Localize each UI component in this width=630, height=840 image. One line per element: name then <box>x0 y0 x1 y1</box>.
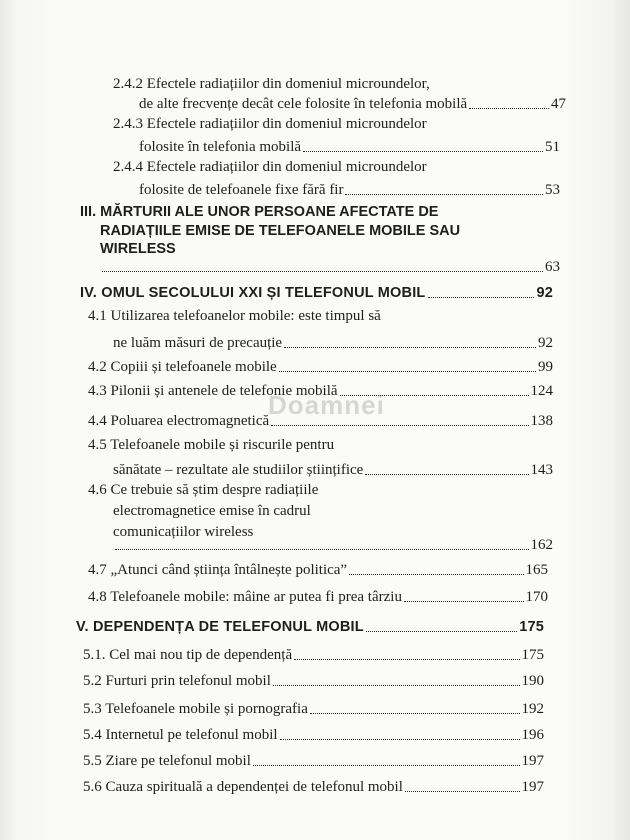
page-number: 143 <box>530 462 553 478</box>
toc-entry-label: 5.6 Cauza spirituală a dependenței de telefonul mobil <box>83 779 403 795</box>
chapter-4 <box>80 284 553 302</box>
toc-entry-4-6-line1: 4.6 Ce trebuie să știm despre radiațiile <box>88 482 319 498</box>
chapter-3-title-line3: WIRELESS <box>100 241 176 257</box>
leader-dots <box>469 107 549 109</box>
leader-dots <box>340 394 529 396</box>
toc-entry-label: 4.4 Poluarea electromagnetică <box>88 413 270 429</box>
toc-entry-2-4-2-line1: 2.4.2 Efectele radiațiilor din domeniul microundelor, <box>113 76 430 92</box>
leader-dots <box>273 684 520 686</box>
leader-dots <box>279 370 536 372</box>
toc-entry-label: folosite în telefonia mobilă <box>139 139 302 155</box>
toc-entry-4-5-line1: 4.5 Telefoanele mobile și riscurile pentru <box>88 437 335 453</box>
page-number: 175 <box>521 647 544 663</box>
toc-entry-4-1 <box>113 334 553 352</box>
toc-entry-label: ne luăm măsuri de precauție <box>113 335 283 351</box>
toc-entry-5-1 <box>83 646 544 664</box>
toc-entry-label: 4.7 „Atunci când știința întâlnește politica” <box>88 562 348 578</box>
page-number: 53 <box>545 182 560 198</box>
chapter-5 <box>76 618 544 636</box>
toc-entry-label: 5.1. Cel mai nou tip de dependență <box>83 647 293 663</box>
leader-dots <box>102 270 543 272</box>
page-number: 138 <box>530 413 553 429</box>
toc-entry-4-6-line3: comunicațiilor wireless <box>113 524 254 540</box>
page-number: 47 <box>551 96 566 112</box>
toc-entry-2-4-4-line1: 2.4.4 Efectele radiațiilor din domeniul microundelor <box>113 159 427 175</box>
toc-entry-2-4-2 <box>139 95 566 113</box>
page-number: 63 <box>545 259 560 275</box>
toc-entry-label: 5.4 Internetul pe telefonul mobil <box>83 727 278 743</box>
page-number: 196 <box>521 727 544 743</box>
leader-dots <box>345 193 543 195</box>
page-number: 170 <box>525 589 548 605</box>
watermark-logo: Doamnei <box>268 390 385 420</box>
page-number: 92 <box>538 335 553 351</box>
page-number: 197 <box>521 779 544 795</box>
toc-entry-5-2 <box>83 672 544 690</box>
toc-entry-label: 5.3 Telefoanele mobile și pornografia <box>83 701 308 717</box>
leader-dots <box>349 573 523 575</box>
toc-entry-4-1-line1: 4.1 Utilizarea telefoanelor mobile: este timpul să <box>88 308 381 324</box>
leader-dots <box>280 738 520 740</box>
chapter-3-title-line1: III. MĂRTURII ALE UNOR PERSOANE AFECTATE DE <box>80 204 439 220</box>
leader-dots <box>404 600 524 602</box>
toc-entry-4-5 <box>113 461 553 479</box>
toc-entry-4-7 <box>88 561 548 579</box>
toc-entry-4-6 <box>113 536 553 554</box>
toc-entry-4-2 <box>88 358 553 376</box>
page-number: 165 <box>525 562 548 578</box>
page-number: 190 <box>521 673 544 689</box>
toc-entry-2-4-3 <box>139 138 560 156</box>
leader-dots <box>115 548 529 550</box>
toc-entry-label: 5.5 Ziare pe telefonul mobil <box>83 753 251 769</box>
page-number: 99 <box>538 359 553 375</box>
leader-dots <box>284 346 536 348</box>
toc-entry-label: 4.8 Telefoanele mobile: mâine ar putea fi prea târziu <box>88 589 402 605</box>
leader-dots <box>366 630 517 632</box>
page-number: 92 <box>536 285 553 301</box>
toc-entry-4-3 <box>88 382 553 400</box>
toc-entry-label: folosite de telefoanele fixe fără fir <box>139 182 344 198</box>
page-number: 162 <box>530 537 553 553</box>
leader-dots <box>271 424 528 426</box>
page-number: 51 <box>545 139 560 155</box>
leader-dots <box>310 712 520 714</box>
leader-dots <box>405 790 520 792</box>
chapter-title: V. DEPENDENȚA DE TELEFONUL MOBIL <box>76 619 364 635</box>
toc-entry-5-4 <box>83 726 544 744</box>
leader-dots <box>294 658 519 660</box>
leader-dots <box>428 296 535 298</box>
toc-entry-label: 5.2 Furturi prin telefonul mobil <box>83 673 271 689</box>
leader-dots <box>303 150 543 152</box>
toc-entry-4-6-line2: electromagnetice emise în cadrul <box>113 503 311 519</box>
toc-entry-2-4-3-line1: 2.4.3 Efectele radiațiilor din domeniul microundelor <box>113 116 427 132</box>
toc-entry-5-3 <box>83 700 544 718</box>
page-number: 124 <box>530 383 553 399</box>
chapter-title: IV. OMUL SECOLULUI XXI ȘI TELEFONUL MOBIL <box>80 285 426 301</box>
leader-dots <box>253 764 520 766</box>
toc-entry-4-4 <box>88 412 553 430</box>
chapter-3-title-line2: RADIAȚIILE EMISE DE TELEFOANELE MOBILE SAU <box>100 223 461 239</box>
toc-entry-label: de alte frecvențe decât cele folosite în telefonia mobilă <box>139 96 468 112</box>
toc-entry-label: 4.3 Pilonii și antenele de telefonie mobilă <box>88 383 338 399</box>
toc-entry-5-6 <box>83 778 544 796</box>
page-number: 175 <box>519 619 544 635</box>
page-number: 192 <box>521 701 544 717</box>
leader-dots <box>365 473 528 475</box>
toc-entry-4-8 <box>88 588 548 606</box>
toc-entry-5-5 <box>83 752 544 770</box>
chapter-3-page <box>100 258 560 276</box>
page-number: 197 <box>521 753 544 769</box>
toc-entry-label: sănătate – rezultate ale studiilor științifice <box>113 462 364 478</box>
toc-entry-2-4-4 <box>139 181 560 199</box>
toc-entry-label: 4.2 Copiii și telefoanele mobile <box>88 359 277 375</box>
